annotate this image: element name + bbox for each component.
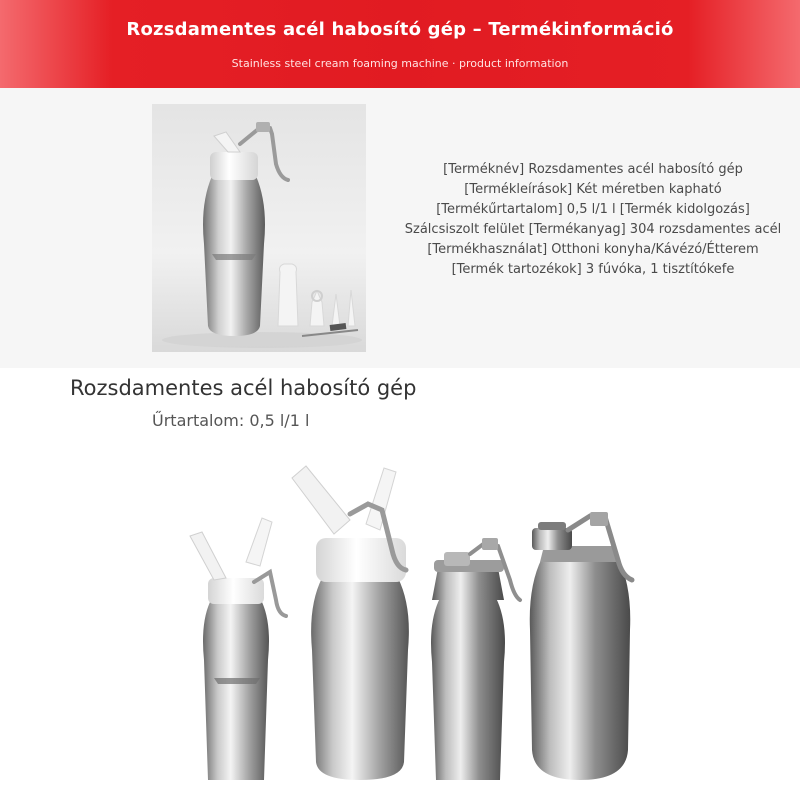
banner-subtitle: Stainless steel cream foaming machine · product information <box>231 57 569 70</box>
section-heading: Rozsdamentes acél habosító gép <box>70 376 417 400</box>
bottle-large-white-cap <box>292 466 409 780</box>
product-photo <box>152 104 366 352</box>
product-info-text: [Terméknév] Rozsdamentes acél habosító gép [Termékleírások] Két méretben kapható [Termékűrtartalom] 0,5 l/1 l [Termék kidolgozás] Szálcsiszolt felület [Termékanyag] 304 rozsdamentes acél [Termékhasználat] Otthoni konyha/Kávézó/Étterem [Termék tartozékok] 3 fúvóka, 1 tisztítókefe <box>404 162 782 277</box>
bottle-small-white-cap <box>190 518 286 780</box>
header-banner <box>0 0 800 88</box>
capacity-label: Űrtartalom: 0,5 l/1 l <box>152 411 310 430</box>
bottle-small-steel <box>431 538 520 780</box>
banner-title: Rozsdamentes acél habosító gép – Termékinformáció <box>126 19 674 40</box>
product-lineup <box>170 450 650 780</box>
bottle-large-steel <box>530 512 632 780</box>
